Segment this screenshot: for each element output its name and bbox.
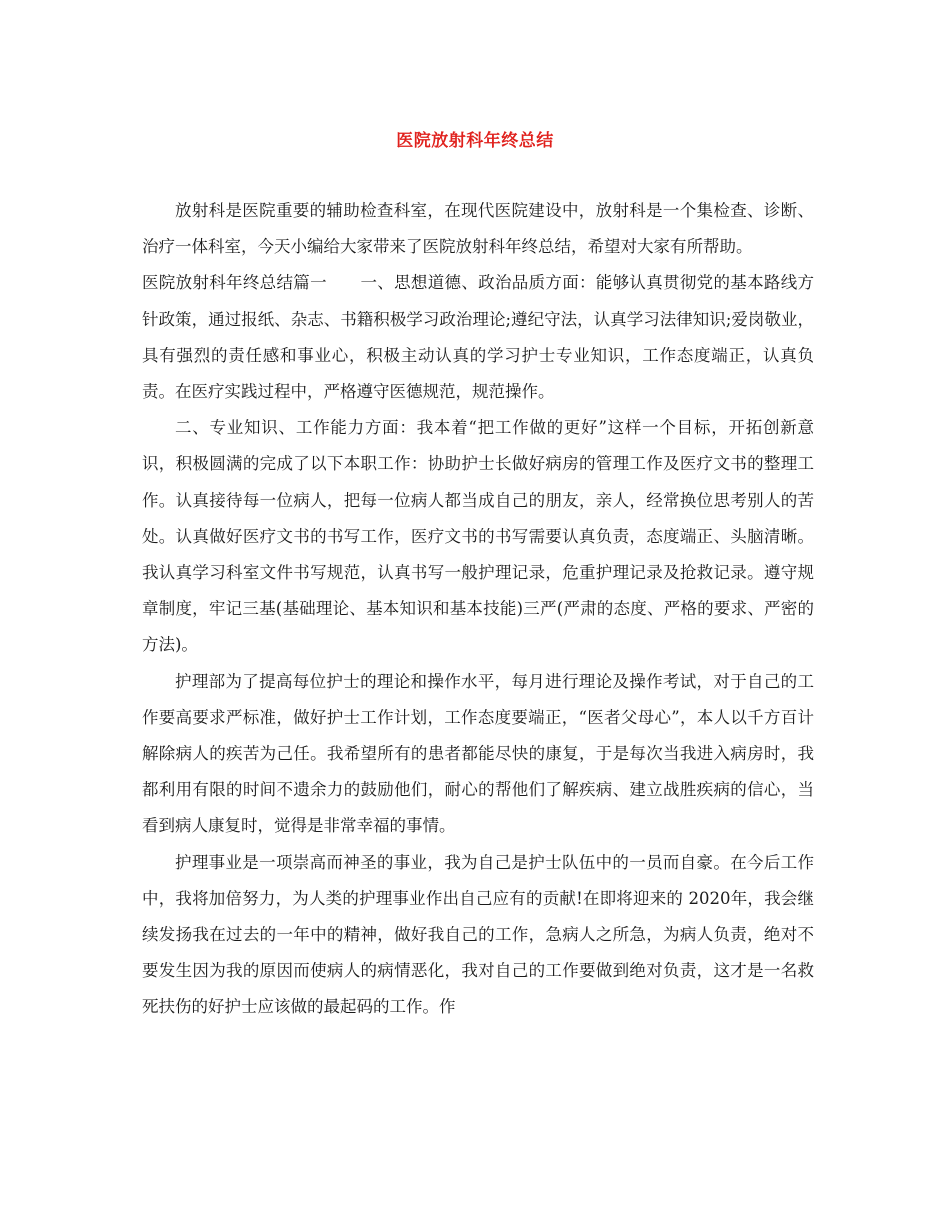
paragraph-nursing-career: 护理事业是一项崇高而神圣的事业，我为自己是护士队伍中的一员而自豪。在今后工作中，我将加倍努力，为人类的护理事业作出自己应有的贡献!在即将迎来的 2020年，我会继续发扬我在过去的一年中的精神，做好我自己的工作，急病人之所急，为病人负责，绝对不要发生因为我的原因而使病人的病情恶化，我对自己的工作要做到绝对负责，这才是一名救死扶伤的好护士应该做的最起码的工作。作	[142, 852, 814, 1017]
document-body	[142, 193, 814, 1026]
paragraph-nursing-exams: 护理部为了提高每位护士的理论和操作水平，每月进行理论及操作考试，对于自己的工作要高要求严标准，做好护士工作计划，工作态度要端正，“医者父母心”，本人以千方百计解除病人的疾苦为己任。我希望所有的患者都能尽快的康复，于是每次当我进入病房时，我都利用有限的时间不遗余力的鼓励他们，耐心的帮他们了解疾病、建立战胜疾病的信心，当看到病人康复时，觉得是非常幸福的事情。	[142, 671, 814, 836]
paragraph-section-one: 医院放射科年终总结篇一 一、思想道德、政治品质方面：能够认真贯彻党的基本路线方针政策，通过报纸、杂志、书籍积极学习政治理论;遵纪守法，认真学习法律知识;爱岗敬业，具有强烈的责任感和事业心，积极主动认真的学习护士专业知识，工作态度端正，认真负责。在医疗实践过程中，严格遵守医德规范，规范操作。	[142, 273, 814, 402]
paragraph-intro: 放射科是医院重要的辅助检查科室，在现代医院建设中，放射科是一个集检查、诊断、治疗一体科室，今天小编给大家带来了医院放射科年终总结，希望对大家有所帮助。	[142, 201, 814, 257]
paragraph-section-two: 二、专业知识、工作能力方面：我本着“把工作做的更好”这样一个目标，开拓创新意识，积极圆满的完成了以下本职工作：协助护士长做好病房的管理工作及医疗文书的整理工作。认真接待每一位病人，把每一位病人都当成自己的朋友，亲人，经常换位思考别人的苦处。认真做好医疗文书的书写工作，医疗文书的书写需要认真负责，态度端正、头脑清晰。我认真学习科室文件书写规范，认真书写一般护理记录，危重护理记录及抢救记录。遵守规章制度，牢记三基(基础理论、基本知识和基本技能)三严(严肃的态度、严格的要求、严密的方法)。	[142, 418, 814, 655]
document-title: 医院放射科年终总结	[396, 131, 554, 151]
